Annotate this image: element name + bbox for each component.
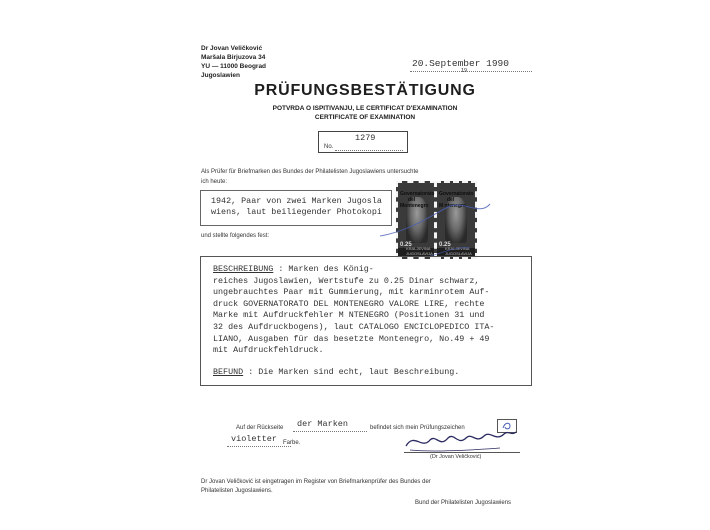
pen-stroke [430, 248, 470, 256]
color-label: Farbe. [283, 440, 301, 446]
certificate-number-label: No. [324, 144, 334, 150]
stamp-country: KRALJEVINA JUGOSLAVIJA [445, 246, 472, 256]
signature-line [404, 452, 520, 453]
sender-block [201, 44, 266, 80]
item-line2: wiens, laut beiliegender Photokopi [211, 207, 382, 217]
certificate-number: 1279 [355, 133, 376, 143]
description-line: Marke mit Aufdruckfehler M NTENEGRO (Positionen 31 und [213, 310, 485, 321]
back-prefix: Auf der Rückseite [236, 425, 284, 431]
stamp-overprint: Governatorato del M ntenegro [439, 191, 474, 209]
result-text: : Die Marken sind echt, laut Beschreibung. [248, 366, 460, 377]
description-spacer [213, 357, 525, 367]
footer-line2: Philatelisten Jugoslawiens. [201, 488, 273, 494]
item-box [200, 190, 392, 226]
title-sub2: CERTIFICATE OF EXAMINATION [314, 114, 416, 121]
color-typed: violetter [231, 434, 277, 444]
description-line: mit Aufdruckfehldruck. [213, 345, 324, 356]
certificate-number-line [335, 150, 403, 151]
item-text [211, 196, 382, 218]
footer-org: Bund der Philatelisten Jugoslawiens [415, 500, 512, 506]
description-line: BESCHREIBUNG : Marken des König- [213, 264, 374, 274]
stamp-overprint: Governatorato del Montenegro [400, 191, 435, 209]
date-suffix: 19 [461, 68, 468, 74]
description-line: ungebrauchtes Paar mit Gummierung, mit karminrotem Auf- [213, 287, 490, 298]
stamp-country: KRALJEVINA JUGOSLAVIJA [406, 246, 433, 256]
finding-intro: und stellte folgendes fest: [201, 233, 270, 239]
intro-line1: Als Prüfer für Briefmarken des Bundes der Philatelisten Jugoslawiens untersuchte [201, 169, 419, 175]
pen-stroke [380, 204, 490, 236]
item-line1: 1942, Paar von zwei Marken Jugosla [211, 196, 382, 206]
back-middle: befindet sich mein Prüfungszeichen [370, 425, 465, 431]
description-label: BESCHREIBUNG [213, 264, 274, 274]
description-line: LIANO, Ausgaben für das besetzte Montenegro, No.49 + 49 [213, 333, 490, 344]
back-typed: der Marken [297, 419, 349, 429]
description-line: 32 des Aufdruckbogens), laut CATALOGO ENCICLOPEDICO ITA- [213, 321, 495, 332]
sender-street: Maršala Birjuzova 34 [201, 54, 266, 61]
certificate-number-box [318, 131, 408, 153]
title-main: PRÜFUNGSBESTÄTIGUNG [254, 82, 476, 99]
color-underline [227, 446, 291, 447]
title-sub1: POTVRDA O ISPITIVANJU, LE CERTIFICAT D'EXAMINATION [272, 105, 458, 112]
sender-name: Dr Jovan Veličković [201, 45, 263, 52]
footer-line1: Dr Jovan Veličković ist eingetragen im Register von Briefmarkenprüfer des Bundes der [201, 479, 431, 485]
description-line: druck GOVERNATORATO DEL MONTENEGRO VALORE LIRE, rechte [213, 298, 485, 309]
date [412, 58, 524, 69]
description-line: reiches Jugoslawien, Wertstufe zu 0.25 Dinar schwarz, [213, 275, 480, 286]
back-underline [293, 431, 367, 432]
result-line [213, 367, 525, 379]
date-value: 20.September 1990 [412, 58, 509, 69]
signature-caption: (Dr Jovan Veličković) [430, 454, 482, 460]
sender-city: YU — 11000 Beograd [201, 63, 267, 70]
result-label: BEFUND [213, 366, 244, 377]
stamp-value: 0.25 [400, 242, 412, 248]
intro-line2: ich heute: [201, 179, 228, 185]
date-underline [410, 71, 532, 72]
stamp-value: 0.25 [439, 242, 451, 248]
description-box [200, 256, 532, 386]
sender-country: Jugoslawien [201, 72, 241, 79]
description [213, 264, 525, 378]
footer-text [201, 478, 531, 496]
title-block [200, 82, 530, 121]
